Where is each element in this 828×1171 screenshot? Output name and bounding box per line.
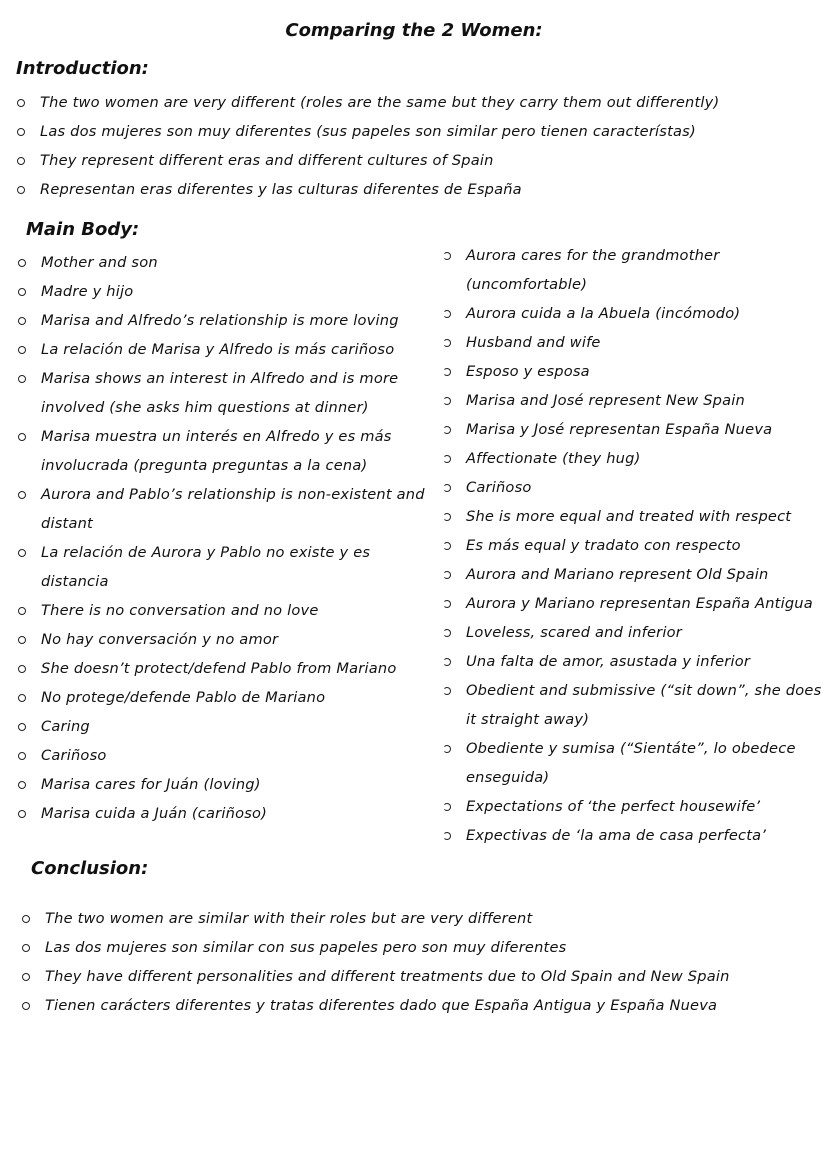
bullet-circle-icon bbox=[18, 259, 26, 267]
list-item: Las dos mujeres son similar con sus papeles pero son muy diferentes bbox=[45, 933, 820, 962]
introduction-list bbox=[40, 88, 820, 204]
bullet-circle-icon bbox=[18, 288, 26, 296]
bullet-half-circle-icon bbox=[443, 484, 451, 492]
list-item: Husband and wife bbox=[466, 328, 822, 357]
list-item: Obediente y sumisa (“Sientáte”, lo obedece enseguida) bbox=[466, 734, 822, 792]
list-item: Marisa and Alfredo’s relationship is more loving bbox=[41, 306, 431, 335]
list-item: No hay conversación y no amor bbox=[41, 625, 431, 654]
list-item: Obedient and submissive (“sit down”, she does it straight away) bbox=[466, 676, 822, 734]
list-item: Esposo y esposa bbox=[466, 357, 822, 386]
list-item: Las dos mujeres son muy diferentes (sus papeles son similar pero tienen característas) bbox=[40, 117, 820, 146]
bullet-half-circle-icon bbox=[443, 629, 451, 637]
bullet-half-circle-icon bbox=[443, 600, 451, 608]
bullet-half-circle-icon bbox=[443, 687, 451, 695]
bullet-circle-icon bbox=[22, 944, 30, 952]
main-body-heading: Main Body: bbox=[26, 219, 140, 240]
bullet-half-circle-icon bbox=[443, 310, 451, 318]
bullet-circle-icon bbox=[18, 549, 26, 557]
list-item: Una falta de amor, asustada y inferior bbox=[466, 647, 822, 676]
bullet-half-circle-icon bbox=[443, 252, 451, 260]
list-item: Marisa cuida a Juán (cariñoso) bbox=[41, 799, 431, 828]
list-item: Mother and son bbox=[41, 248, 431, 277]
bullet-circle-icon bbox=[18, 781, 26, 789]
bullet-circle-icon bbox=[18, 636, 26, 644]
bullet-circle-icon bbox=[22, 1002, 30, 1010]
list-item: Cariñoso bbox=[466, 473, 822, 502]
list-item: La relación de Marisa y Alfredo is más cariñoso bbox=[41, 335, 431, 364]
list-item: Affectionate (they hug) bbox=[466, 444, 822, 473]
introduction-heading: Introduction: bbox=[16, 58, 149, 79]
bullet-half-circle-icon bbox=[443, 426, 451, 434]
list-item: Marisa cares for Juán (loving) bbox=[41, 770, 431, 799]
bullet-half-circle-icon bbox=[443, 571, 451, 579]
list-item: Cariñoso bbox=[41, 741, 431, 770]
list-item: Expectivas de ‘la ama de casa perfecta’ bbox=[466, 821, 822, 850]
bullet-half-circle-icon bbox=[443, 339, 451, 347]
main-body-right-list bbox=[466, 241, 822, 850]
bullet-circle-icon bbox=[18, 317, 26, 325]
bullet-circle-icon bbox=[18, 491, 26, 499]
bullet-circle-icon bbox=[18, 723, 26, 731]
bullet-half-circle-icon bbox=[443, 803, 451, 811]
list-item: Marisa y José representan España Nueva bbox=[466, 415, 822, 444]
bullet-circle-icon bbox=[17, 186, 25, 194]
bullet-circle-icon bbox=[18, 752, 26, 760]
list-item: Aurora and Mariano represent Old Spain bbox=[466, 560, 822, 589]
document-title: Comparing the 2 Women: bbox=[285, 20, 543, 41]
list-item: Marisa and José represent New Spain bbox=[466, 386, 822, 415]
list-item: The two women are similar with their roles but are very different bbox=[45, 904, 820, 933]
bullet-circle-icon bbox=[22, 973, 30, 981]
bullet-half-circle-icon bbox=[443, 368, 451, 376]
list-item: Loveless, scared and inferior bbox=[466, 618, 822, 647]
list-item: Aurora y Mariano representan España Antigua bbox=[466, 589, 822, 618]
bullet-circle-icon bbox=[18, 607, 26, 615]
conclusion-list bbox=[45, 904, 820, 1020]
list-item: Aurora cuida a la Abuela (incómodo) bbox=[466, 299, 822, 328]
bullet-circle-icon bbox=[18, 810, 26, 818]
bullet-circle-icon bbox=[18, 665, 26, 673]
list-item: She is more equal and treated with respect bbox=[466, 502, 822, 531]
bullet-circle-icon bbox=[17, 99, 25, 107]
bullet-circle-icon bbox=[18, 694, 26, 702]
list-item: Expectations of ‘the perfect housewife’ bbox=[466, 792, 822, 821]
bullet-circle-icon bbox=[22, 915, 30, 923]
list-item: Madre y hijo bbox=[41, 277, 431, 306]
list-item: Aurora cares for the grandmother (uncomfortable) bbox=[466, 241, 822, 299]
list-item: They have different personalities and different treatments due to Old Spain and New Spain bbox=[45, 962, 820, 991]
bullet-half-circle-icon bbox=[443, 455, 451, 463]
list-item: She doesn’t protect/defend Pablo from Mariano bbox=[41, 654, 431, 683]
bullet-circle-icon bbox=[18, 346, 26, 354]
bullet-circle-icon bbox=[17, 157, 25, 165]
bullet-half-circle-icon bbox=[443, 832, 451, 840]
list-item: They represent different eras and different cultures of Spain bbox=[40, 146, 820, 175]
list-item: Es más equal y tradato con respecto bbox=[466, 531, 822, 560]
bullet-circle-icon bbox=[17, 128, 25, 136]
list-item: Marisa shows an interest in Alfredo and is more involved (she asks him questions at dinner) bbox=[41, 364, 431, 422]
list-item: Aurora and Pablo’s relationship is non-existent and distant bbox=[41, 480, 431, 538]
list-item: There is no conversation and no love bbox=[41, 596, 431, 625]
main-body-left-list bbox=[41, 248, 431, 828]
bullet-half-circle-icon bbox=[443, 658, 451, 666]
list-item: Representan eras diferentes y las culturas diferentes de España bbox=[40, 175, 820, 204]
bullet-half-circle-icon bbox=[443, 745, 451, 753]
bullet-circle-icon bbox=[18, 375, 26, 383]
list-item: La relación de Aurora y Pablo no existe y es distancia bbox=[41, 538, 431, 596]
conclusion-heading: Conclusion: bbox=[31, 858, 149, 879]
bullet-circle-icon bbox=[18, 433, 26, 441]
list-item: Marisa muestra un interés en Alfredo y es más involucrada (pregunta preguntas a la cena) bbox=[41, 422, 431, 480]
bullet-half-circle-icon bbox=[443, 542, 451, 550]
bullet-half-circle-icon bbox=[443, 397, 451, 405]
list-item: Caring bbox=[41, 712, 431, 741]
list-item: No protege/defende Pablo de Mariano bbox=[41, 683, 431, 712]
list-item: The two women are very different (roles are the same but they carry them out differently) bbox=[40, 88, 820, 117]
bullet-half-circle-icon bbox=[443, 513, 451, 521]
list-item: Tienen carácters diferentes y tratas diferentes dado que España Antigua y España Nueva bbox=[45, 991, 820, 1020]
